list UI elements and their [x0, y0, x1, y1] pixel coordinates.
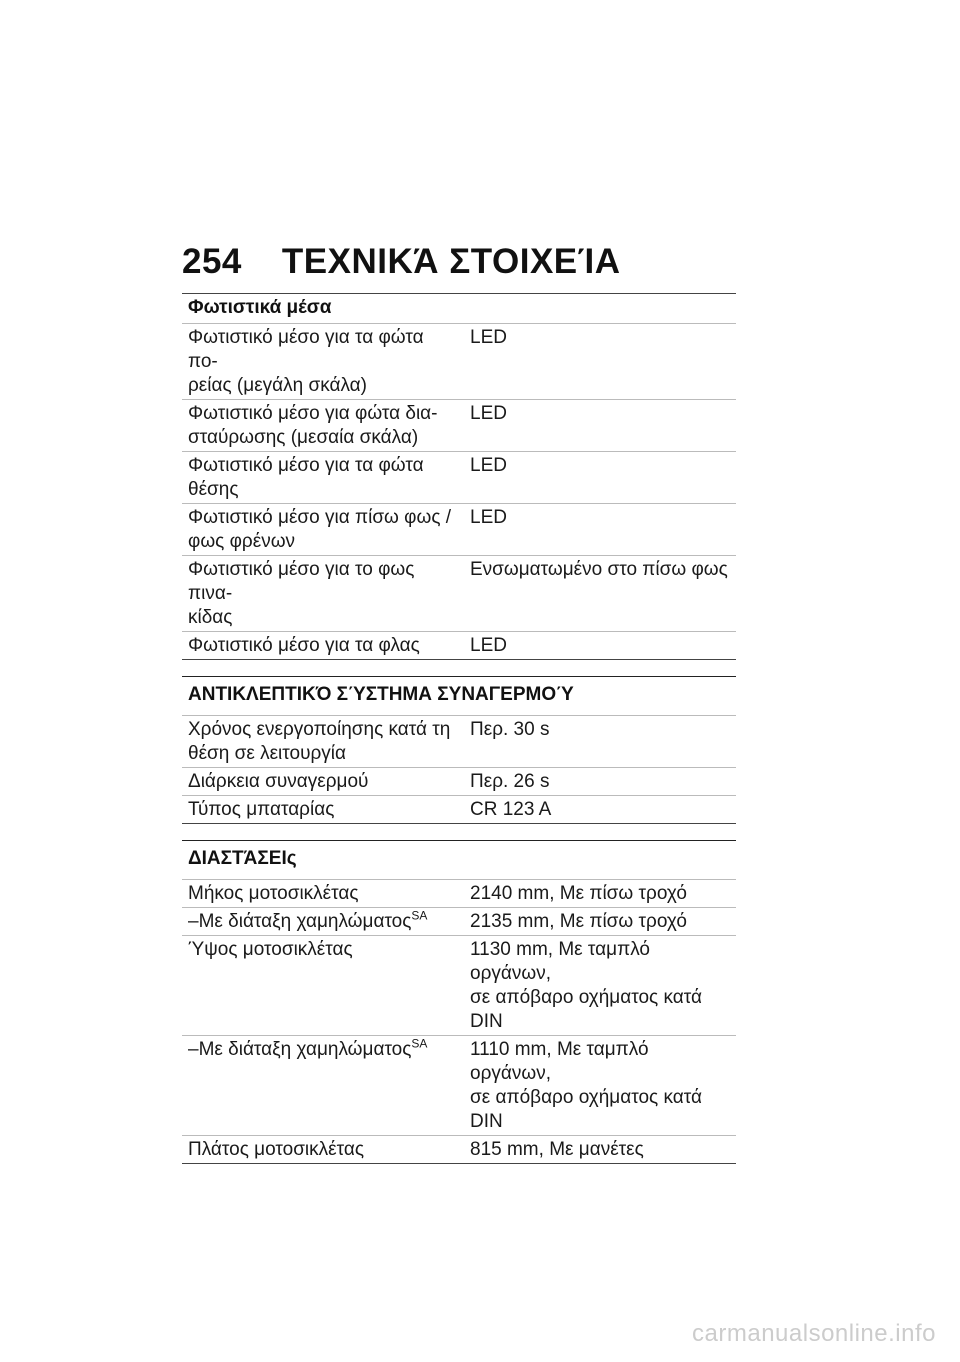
spec-row [182, 768, 736, 796]
spec-label [182, 504, 464, 556]
spec-label [182, 1136, 464, 1164]
section-title: ΔΙΑΣΤΆΣΕΙς [182, 840, 736, 880]
spec-label-text: Φωτιστικό μέσο για τα φώτα θέσης [188, 455, 424, 500]
spec-label-text: Φωτιστικό μέσο για φώτα δια- σταύρωσης (μεσαία σκάλα) [188, 403, 438, 448]
spec-label [182, 796, 464, 824]
superscript-note: SA [411, 1036, 428, 1051]
spec-row [182, 1136, 736, 1164]
spec-row [182, 1036, 736, 1136]
spec-value: 815 mm, Με μανέτες [464, 1136, 736, 1164]
spec-row [182, 880, 736, 908]
spec-label [182, 716, 464, 768]
spec-row [182, 908, 736, 936]
spec-label-text: Φωτιστικό μέσο για τα φλας [188, 635, 420, 656]
spec-section [182, 676, 736, 824]
spec-section [182, 293, 736, 660]
spec-content [182, 293, 736, 1180]
spec-label-text: Τύπος μπαταρίας [188, 799, 335, 820]
superscript-note: SA [411, 908, 428, 923]
spec-label-text: Διάρκεια συναγερμού [188, 771, 369, 792]
spec-label-text: Μήκος μοτοσικλέτας [188, 883, 359, 904]
spec-value: 2135 mm, Με πίσω τροχό [464, 908, 736, 936]
spec-label [182, 632, 464, 660]
spec-label-text: –Με διάταξη χαμηλώματος [188, 1039, 412, 1060]
spec-table [182, 716, 736, 824]
spec-table [182, 880, 736, 1164]
spec-label-text: Ύψος μοτοσικλέτας [188, 939, 353, 960]
spec-value: LED [464, 324, 736, 400]
spec-label-text: Πλάτος μοτοσικλέτας [188, 1139, 365, 1160]
spec-value: LED [464, 400, 736, 452]
spec-value: LED [464, 452, 736, 504]
spec-table [182, 324, 736, 660]
spec-value: CR 123 A [464, 796, 736, 824]
spec-label [182, 908, 464, 936]
spec-label-text: Χρόνος ενεργοποίησης κατά τη θέση σε λειτουργία [188, 719, 451, 764]
spec-row [182, 936, 736, 1036]
spec-label-text: Φωτιστικό μέσο για το φως πινα- κίδας [188, 559, 415, 628]
spec-label [182, 556, 464, 632]
spec-row [182, 400, 736, 452]
spec-row [182, 796, 736, 824]
spec-label [182, 768, 464, 796]
spec-row [182, 504, 736, 556]
spec-row [182, 632, 736, 660]
spec-label [182, 1036, 464, 1136]
spec-label [182, 452, 464, 504]
spec-label [182, 400, 464, 452]
spec-value: 1130 mm, Με ταμπλό οργάνων, σε απόβαρο οχήματος κατά DIN [464, 936, 736, 1036]
spec-label-text: –Με διάταξη χαμηλώματος [188, 911, 412, 932]
chapter-title: ΤΕΧΝΙΚΆ ΣΤΟΙΧΕΊΑ [281, 242, 621, 281]
spec-row [182, 324, 736, 400]
spec-row [182, 452, 736, 504]
section-title: Φωτιστικά μέσα [182, 293, 736, 324]
spec-value: LED [464, 504, 736, 556]
spec-section [182, 840, 736, 1164]
spec-label [182, 324, 464, 400]
page-header [182, 242, 621, 282]
spec-value: Ενσωματωμένο στο πίσω φως [464, 556, 736, 632]
spec-row [182, 716, 736, 768]
spec-row [182, 556, 736, 632]
spec-label-text: Φωτιστικό μέσο για πίσω φως / φως φρένων [188, 507, 452, 552]
spec-label-text: Φωτιστικό μέσο για τα φώτα πο- ρείας (μεγάλη σκάλα) [188, 327, 424, 396]
spec-value: LED [464, 632, 736, 660]
spec-value: Περ. 26 s [464, 768, 736, 796]
spec-value: 2140 mm, Με πίσω τροχό [464, 880, 736, 908]
spec-label [182, 936, 464, 1036]
watermark: carmanualsonline.info [692, 1320, 936, 1347]
spec-label [182, 880, 464, 908]
spec-value: Περ. 30 s [464, 716, 736, 768]
spec-value: 1110 mm, Με ταμπλό οργάνων, σε απόβαρο οχήματος κατά DIN [464, 1036, 736, 1136]
page-number: 254 [182, 242, 242, 281]
section-title: ΑΝΤΙΚΛΕΠΤΙΚΌ ΣΎΣΤΗΜΑ ΣΥΝΑΓΕΡΜΟΎ [182, 676, 736, 716]
